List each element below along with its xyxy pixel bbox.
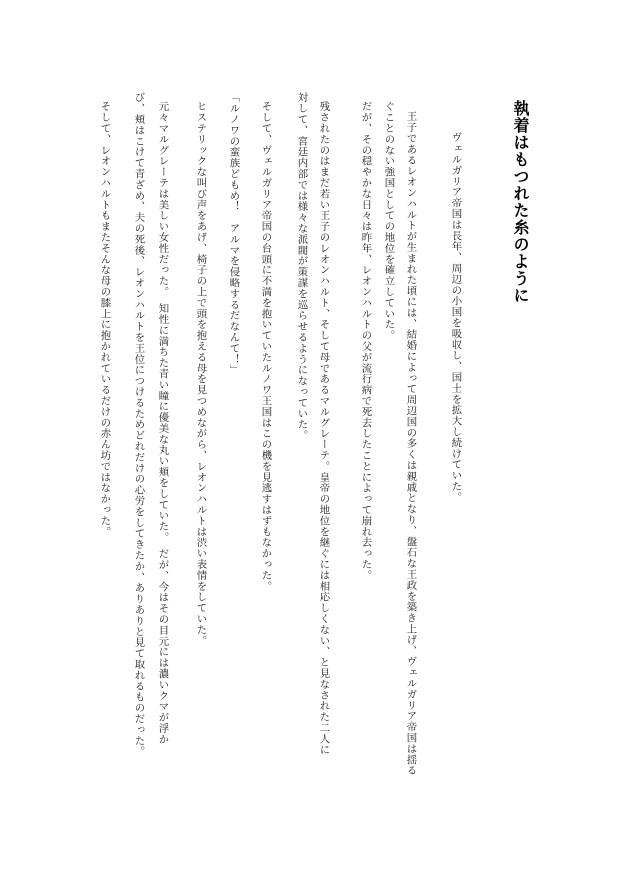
text-line-6: 対して、宮廷内部では様々な派閥が策謀を巡らせるようになっていた。: [295, 92, 308, 441]
text-line-11: び、頬はこけて青ざめ、夫の死後、レオンハルトを王位につけるためどれだけの心労をしてきたか、ありありと見て取れるものだった。: [132, 92, 145, 757]
text-line-12: そして、レオンハルトもまたそんな母の膝上に抱かれているだけの赤ん坊ではなかった。: [98, 101, 111, 537]
text-line-1: ヴェルガリア帝国は長年、周辺の小国を吸収し、国土を拡大し続けていた。: [449, 132, 462, 503]
text-line-8: 「ルノワの蛮族どもめ！ アルマを侵略するだなんて！」: [227, 92, 240, 376]
document-title: 執着はもつれた糸のように: [511, 100, 530, 304]
text-line-4: だが、その穏やかな日々は昨年、レオンハルトの父が流行病で死去したことによって崩れ去った。: [359, 101, 372, 581]
text-line-5: 残されたのはまだ若い王子のレオンハルト、そして母であるマルグレーテ。皇帝の地位を継ぐには相応しくない、と見なされた二人に: [317, 101, 330, 755]
text-line-7: そして、ヴェルガリア帝国の台頭に不満を抱いていたルノワ王国はこの機を見逃すはずもなかった。: [259, 101, 272, 592]
text-line-2: 王子であるレオンハルトが生まれた頃には、結婚によって周辺国の多くは親戚となり、盤石な王政を築き上げ、ヴェルガリア帝国は揺る: [404, 111, 417, 776]
text-line-3: ぐことのない強国としての地位を確立していた。: [382, 101, 395, 341]
text-line-10: 元々マルグレーテは美しい女性だった。 知性に満ちた青い瞳に優美な丸い頬をしていた。 だが、今はその目元には濃いクマが浮か: [156, 101, 169, 745]
text-line-9: ヒステリックな叫び声をあげ、椅子の上で頭を抱える母を見つめながら、レオンハルトは渋い表情をしていた。: [194, 101, 207, 646]
